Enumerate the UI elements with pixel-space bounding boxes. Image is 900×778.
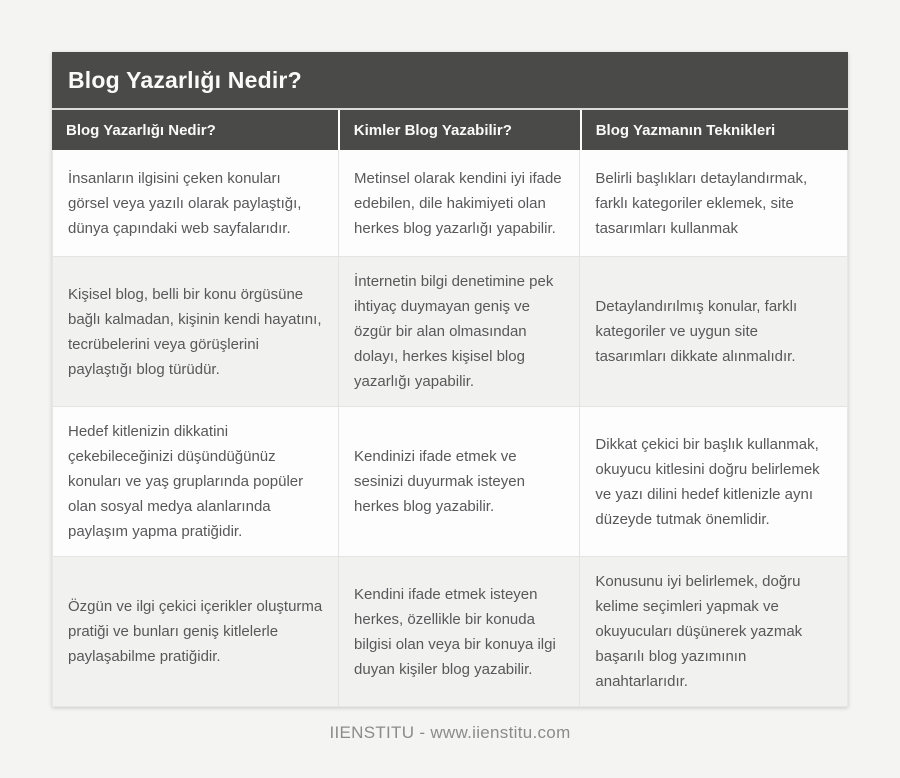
table-row [53,150,847,256]
cell-text: Metinsel olarak kendini iyi ifade edebilen, dile hakimiyeti olan herkes blog yazarlığı yapabilir. [354,169,562,237]
footer-credit: IIENSTITU - www.iienstitu.com [329,723,571,742]
title-bar [52,52,848,108]
cell-text: Kendinizi ifade etmek ve sesinizi duyurmak isteyen herkes blog yazabilir. [354,448,525,515]
column-header-blog-yazmanin-teknikleri [580,110,848,150]
table-header-row [52,108,848,150]
cell-text: Dikkat çekici bir başlık kullanmak, okuyucu kitlesini doğru belirlemek ve yazı dilini hedef kitlenizle aynı düzeyde tutmak önemlidir. [595,435,820,528]
table-row [53,406,847,556]
cell-text: Kişisel blog, belli bir konu örgüsüne bağlı kalmadan, kişinin kendi hayatını, tecrübelerini veya görüşlerini paylaştığı blog türüdür. [68,285,322,378]
column-header-label: Kimler Blog Yazabilir? [353,121,512,139]
table-cell [579,150,847,256]
table-cell [579,407,847,556]
column-header-label: Blog Yazmanın Teknikleri [595,121,776,139]
table-cell [338,257,579,406]
table-row [53,256,847,406]
column-header-kimler-blog-yazabilir [338,110,580,150]
column-header-blog-yazarligi-nedir [52,110,338,150]
table-cell [53,407,338,556]
table-cell [53,557,338,706]
table-cell [579,557,847,706]
page-title: Blog Yazarlığı Nedir? [68,66,302,93]
table-cell [53,257,338,406]
cell-text: Hedef kitlenizin dikkatini çekebileceğinizi düşündüğünüz konuları ve yaş gruplarında popüler olan sosyal medya alanlarında paylaşım yapma pratiğidir. [68,423,304,540]
table-cell [338,407,579,556]
column-header-label: Blog Yazarlığı Nedir? [66,121,216,139]
cell-text: İnsanların ilgisini çeken konuları görsel veya yazılı olarak paylaştığı, dünya çapındaki web sayfalarıdır. [68,169,302,237]
table-cell [338,150,579,256]
table-cell [53,150,338,256]
cell-text: Kendini ifade etmek isteyen herkes, özellikle bir konuda bilgisi olan veya bir konuya ilgi duyan kişiler blog yazabilir. [354,585,556,678]
cell-text: Belirli başlıkları detaylandırmak, farklı kategoriler eklemek, site tasarımları kullanmak [595,169,808,237]
cell-text: Konusunu iyi belirlemek, doğru kelime seçimleri yapmak ve okuyucuları düşünerek yazmak başarılı blog yazımının anahtarlarıdır. [595,573,803,690]
cell-text: Özgün ve ilgi çekici içerikler oluşturma pratiği ve bunları geniş kitlelerle paylaşabilme pratiğidir. [68,598,323,665]
table-cell [338,557,579,706]
table-cell [579,257,847,406]
cell-text: Detaylandırılmış konular, farklı kategoriler ve uygun site tasarımları dikkate alınmalıdır. [595,298,798,365]
table-row [53,556,847,706]
table-body [52,150,848,707]
infographic-card [52,52,848,707]
cell-text: İnternetin bilgi denetimine pek ihtiyaç duymayan geniş ve özgür bir alan olmasından dolayı, herkes kişisel blog yazarlığı yapabilir. [354,273,554,390]
